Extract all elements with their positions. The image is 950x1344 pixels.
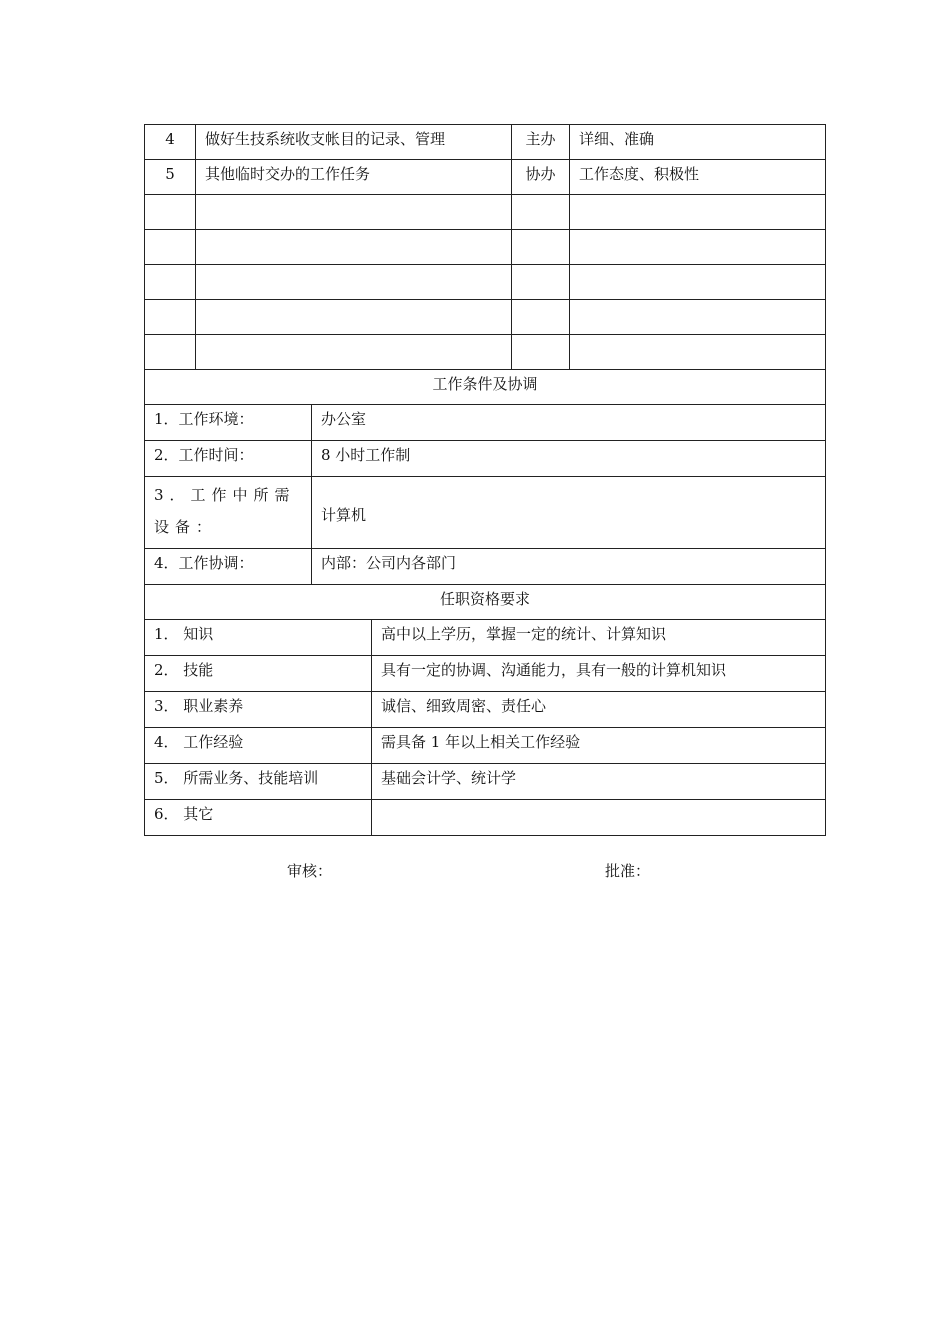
duty-task (196, 335, 512, 370)
requirement-value (372, 800, 826, 836)
table-row (145, 195, 826, 230)
condition-label: 2．工作时间： (145, 441, 312, 477)
requirement-label: 2． 技能 (145, 656, 372, 692)
table-row (145, 300, 826, 335)
duty-number (145, 265, 196, 300)
job-description-sheet (144, 124, 825, 836)
table-row (145, 230, 826, 265)
section-header-conditions (145, 370, 826, 405)
table-row (145, 477, 826, 549)
duty-role (512, 230, 570, 265)
table-row (145, 405, 826, 441)
requirement-value: 具有一定的协调、沟通能力，具有一般的计算机知识 (372, 656, 826, 692)
duty-role (512, 335, 570, 370)
duty-role (512, 265, 570, 300)
condition-value: 内部：公司内各部门 (312, 549, 826, 585)
duty-number: 4 (145, 125, 196, 160)
requirement-value: 高中以上学历，掌握一定的统计、计算知识 (372, 620, 826, 656)
requirement-value: 需具备 1 年以上相关工作经验 (372, 728, 826, 764)
duty-task: 其他临时交办的工作任务 (196, 160, 512, 195)
duty-task: 做好生技系统收支帐目的记录、管理 (196, 125, 512, 160)
duty-standard (570, 300, 826, 335)
table-row (145, 335, 826, 370)
duty-standard (570, 265, 826, 300)
duty-role (512, 300, 570, 335)
requirement-label: 5． 所需业务、技能培训 (145, 764, 372, 800)
duty-standard (570, 230, 826, 265)
requirement-value: 基础会计学、统计学 (372, 764, 826, 800)
table-row (145, 764, 826, 800)
duty-standard (570, 335, 826, 370)
requirement-value: 诚信、细致周密、责任心 (372, 692, 826, 728)
duty-standard: 工作态度、积极性 (570, 160, 826, 195)
requirement-label: 3． 职业素养 (145, 692, 372, 728)
table-row (145, 160, 826, 195)
requirements-table (144, 585, 826, 836)
table-row (145, 800, 826, 836)
duty-task (196, 195, 512, 230)
table-row (145, 620, 826, 656)
duty-role: 主办 (512, 125, 570, 160)
table-row (145, 549, 826, 585)
duty-task (196, 300, 512, 335)
condition-label: 3．工作中所需设备： (145, 477, 312, 549)
duty-role: 协办 (512, 160, 570, 195)
section-header-requirements (145, 585, 826, 620)
review-label: 审核： (287, 862, 333, 880)
table-row (145, 125, 826, 160)
duty-task (196, 230, 512, 265)
duty-number (145, 230, 196, 265)
duties-table (144, 124, 826, 370)
duty-standard (570, 195, 826, 230)
duty-number: 5 (145, 160, 196, 195)
requirement-label: 1． 知识 (145, 620, 372, 656)
table-row (145, 656, 826, 692)
duty-number (145, 300, 196, 335)
condition-label: 4．工作协调： (145, 549, 312, 585)
requirement-label: 6． 其它 (145, 800, 372, 836)
table-row (145, 265, 826, 300)
approve-label: 批准： (605, 862, 651, 880)
conditions-table (144, 370, 826, 585)
duty-task (196, 265, 512, 300)
section-title: 工作条件及协调 (145, 370, 826, 405)
condition-value: 8 小时工作制 (312, 441, 826, 477)
condition-value: 计算机 (312, 477, 826, 549)
table-row (145, 728, 826, 764)
duty-number (145, 335, 196, 370)
requirement-label: 4． 工作经验 (145, 728, 372, 764)
duty-standard: 详细、准确 (570, 125, 826, 160)
condition-label: 1．工作环境： (145, 405, 312, 441)
section-title: 任职资格要求 (145, 585, 826, 620)
table-row (145, 692, 826, 728)
duty-number (145, 195, 196, 230)
table-row (145, 441, 826, 477)
condition-value: 办公室 (312, 405, 826, 441)
duty-role (512, 195, 570, 230)
